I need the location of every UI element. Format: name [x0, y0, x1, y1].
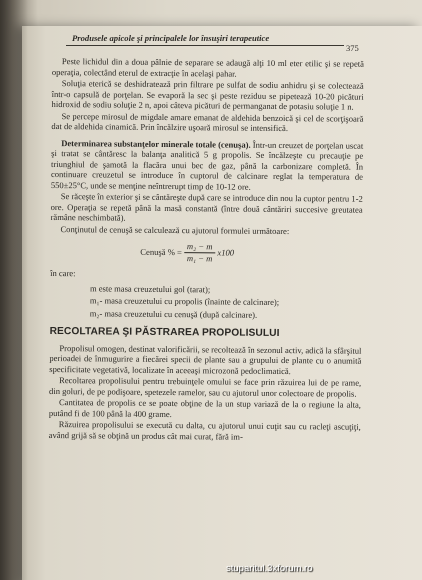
formula-legend: [90, 283, 362, 321]
paragraph: Conţinutul de cenuşă se calculează cu ajutorul formulei următoare:: [60, 223, 290, 236]
formula-numerator: m₂ − m: [184, 241, 216, 253]
site-watermark: stuparitul.3xforum.ro: [226, 563, 313, 574]
legend-item: m₂- masa creuzetului cu cenuşă (după calcinare).: [89, 307, 258, 320]
section-heading: RECOLTAREA ŞI PĂSTRAREA PROPOLISULUI: [49, 325, 280, 339]
paragraph: Propolisul omogen, destinat valorificării, se recoltează în sezonul activ, adică la sfârşitul perioadei de înmugurire a fiecărei specii de plante sau a grupului de plante cu o anumită specificitate vegetativă, localizate în aceeaşi microzonă pedoclimatică.: [49, 342, 362, 376]
page-body: [49, 56, 364, 444]
paragraph: Soluţia eterică se deshidratează prin filtrare pe sulfat de sodiu anhidru şi se colectează într-o capsulă de porţelan. Se evaporă la sec şi peste reziduu se pipetează 10-20 picături hidroxid de sodiu soluţie 2 n, apoi câteva picături de permanganat de potasiu soluţie 1 n.: [51, 78, 364, 112]
header-rule: [66, 45, 344, 46]
page-number: 375: [346, 43, 359, 53]
paragraph: Răzuirea propolisului se execută cu dalta, cu ajutorul unui cuţit sau cu racleţi ascuţiţi, având grijă să se obţină un produs cât mai curat, fără im-: [48, 419, 361, 442]
legend-item: m₁- masa creuzetului cu propolis (înainte de calcinare);: [89, 295, 280, 307]
formula-fraction: [184, 241, 216, 263]
ash-formula: [140, 241, 362, 265]
legend-item: m este masa creuzetului gol (tarat);: [89, 282, 211, 294]
paragraph: Se răceşte în exterior şi se cântăreşte după care se introduce din nou la cuptor pentru 1-2 ore. Operaţia se repetă până la masă constantă (între două cântăriri succesive greutatea rămâne neschimbată).: [50, 191, 363, 223]
paragraph: Cantitatea de propolis ce se poate obţine de la un stup variază de la o regiune la alta, putând fi de 100 până la 400 grame.: [48, 397, 362, 419]
legend-intro: în care:: [50, 267, 76, 279]
paragraph: Recoltarea propolisului pentru trebuinţele omului se face prin răzuirea lui de pe rame, din goluri, de pe podişoare, spetezele ramelor, sau cu ajutorul unor colectoare de propolis.: [49, 375, 362, 399]
paragraph: Peste lichidul din a doua pâlnie de separare se adaugă alţi 10 ml eter etilic şi se repetă operaţia, colectând eterul de extracţie în acelaşi pahar.: [51, 56, 364, 79]
formula-denominator: m₁ − m: [186, 252, 213, 263]
bold-lead: Determinarea substanţelor minerale totale (cenuşa).: [61, 137, 251, 150]
running-header: Produsele apicole şi principalele lor însuşiri terapeutice: [72, 33, 270, 43]
paragraph-rest: Într-un creuzet de porţelan uscat şi tratat se cântăresc la balanţa analitică 5 g propolis. Se încălzeşte cu precauţie pe triunghiul de şamotă la flacăra unui bec de gaz, până la carbonizare completă. În continuare creuzetul se introduce în cuptorul de calcinare reglat la temperatura de 550±25°C, unde se menţine neîntrerupt timp de 10-12 ore.: [50, 139, 364, 192]
formula-multiplier: x100: [217, 247, 235, 258]
paragraph-ash-determination: [51, 137, 363, 192]
paragraph: Se percepe mirosul de migdale amare emanat de aldehida benzoică şi cel de scorţişoară dat de aldehida cinamică. Prin încălzire uşoară mirosul se intensifică.: [51, 110, 364, 134]
formula-lhs: Cenuşă % =: [140, 246, 182, 257]
spine-shadow: [0, 0, 28, 580]
